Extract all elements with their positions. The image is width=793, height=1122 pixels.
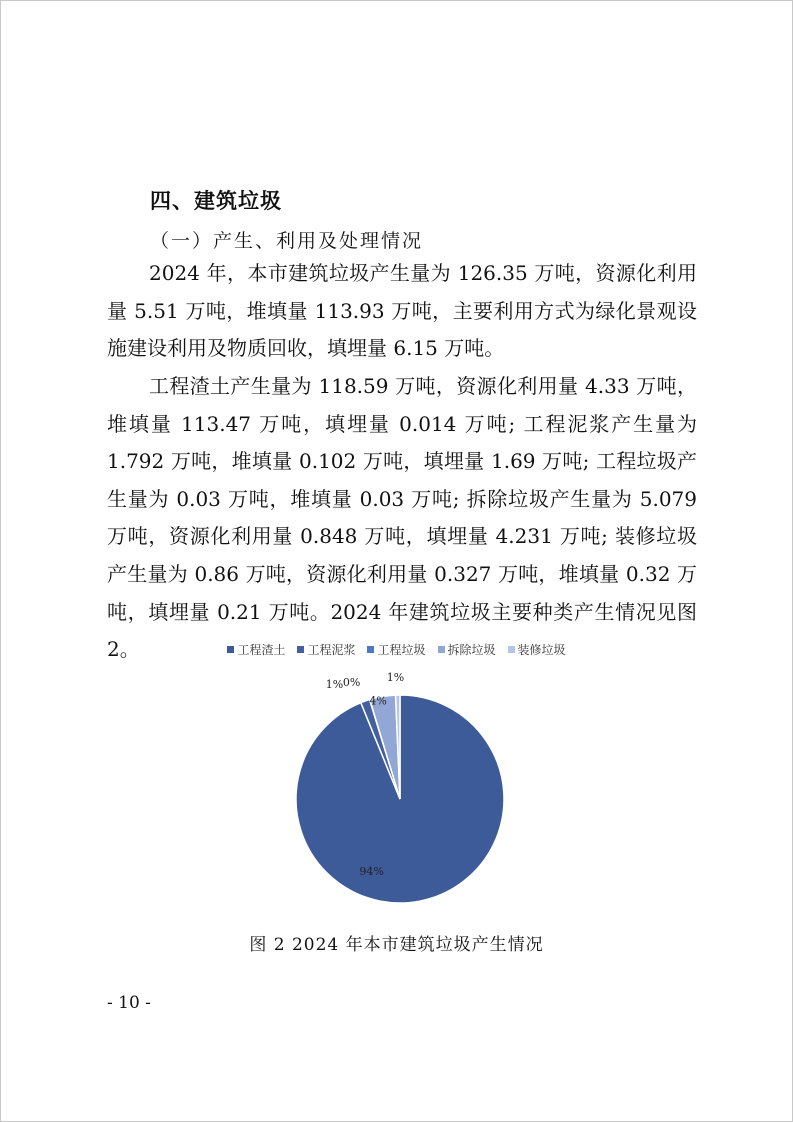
legend-label: 工程泥浆: [307, 643, 356, 657]
section-subheading: （一）产生、利用及处理情况: [150, 230, 424, 252]
pie-slice-label-1: 94%: [359, 865, 384, 879]
pie-slice-label-2: 1%: [325, 677, 344, 691]
pie-slice-label-4: 4%: [369, 694, 387, 708]
pie-slice-label-3: 0%: [342, 676, 361, 690]
legend-label: 工程渣土: [237, 643, 286, 657]
paragraph-summary: 2024 年，本市建筑垃圾产生量为 126.35 万吨，资源化利用量 5.51 万吨，堆填量 113.93 万吨，主要利用方式为绿化景观设施建设利用及物质回收，填埋量 6.15 万吨。: [107, 261, 697, 361]
paragraph-details: 工程渣土产生量为 118.59 万吨，资源化利用量 4.33 万吨，堆填量 113.47 万吨，填埋量 0.014 万吨; 工程泥浆产生量为 1.792 万吨，堆填量 0.102 万吨，填埋量 1.69 万吨; 工程垃圾产生量为 0.03 万吨，堆填量 0.03 万吨; 拆除垃圾产生量为 5.079 万吨，资源化利用量 0.848 万吨，填埋量 4.231 万吨; 装修垃圾产生量为 0.86 万吨，资源化利用量 0.327 万吨，堆填量 0.32 万吨，填埋量 0.21 万吨。2024 年建筑垃圾主要种类产生情况见图 2。: [107, 374, 697, 662]
figure-caption: 图 2 2024 年本市建筑垃圾产生情况: [249, 935, 544, 955]
page-number: - 10 -: [107, 993, 151, 1013]
legend-label: 装修垃圾: [517, 643, 566, 657]
section-heading: 四、建筑垃圾: [150, 189, 282, 213]
pie-slice-label-5: 1%: [386, 671, 405, 685]
legend-label: 工程垃圾: [377, 643, 426, 657]
legend-label: 拆除垃圾: [447, 643, 496, 657]
